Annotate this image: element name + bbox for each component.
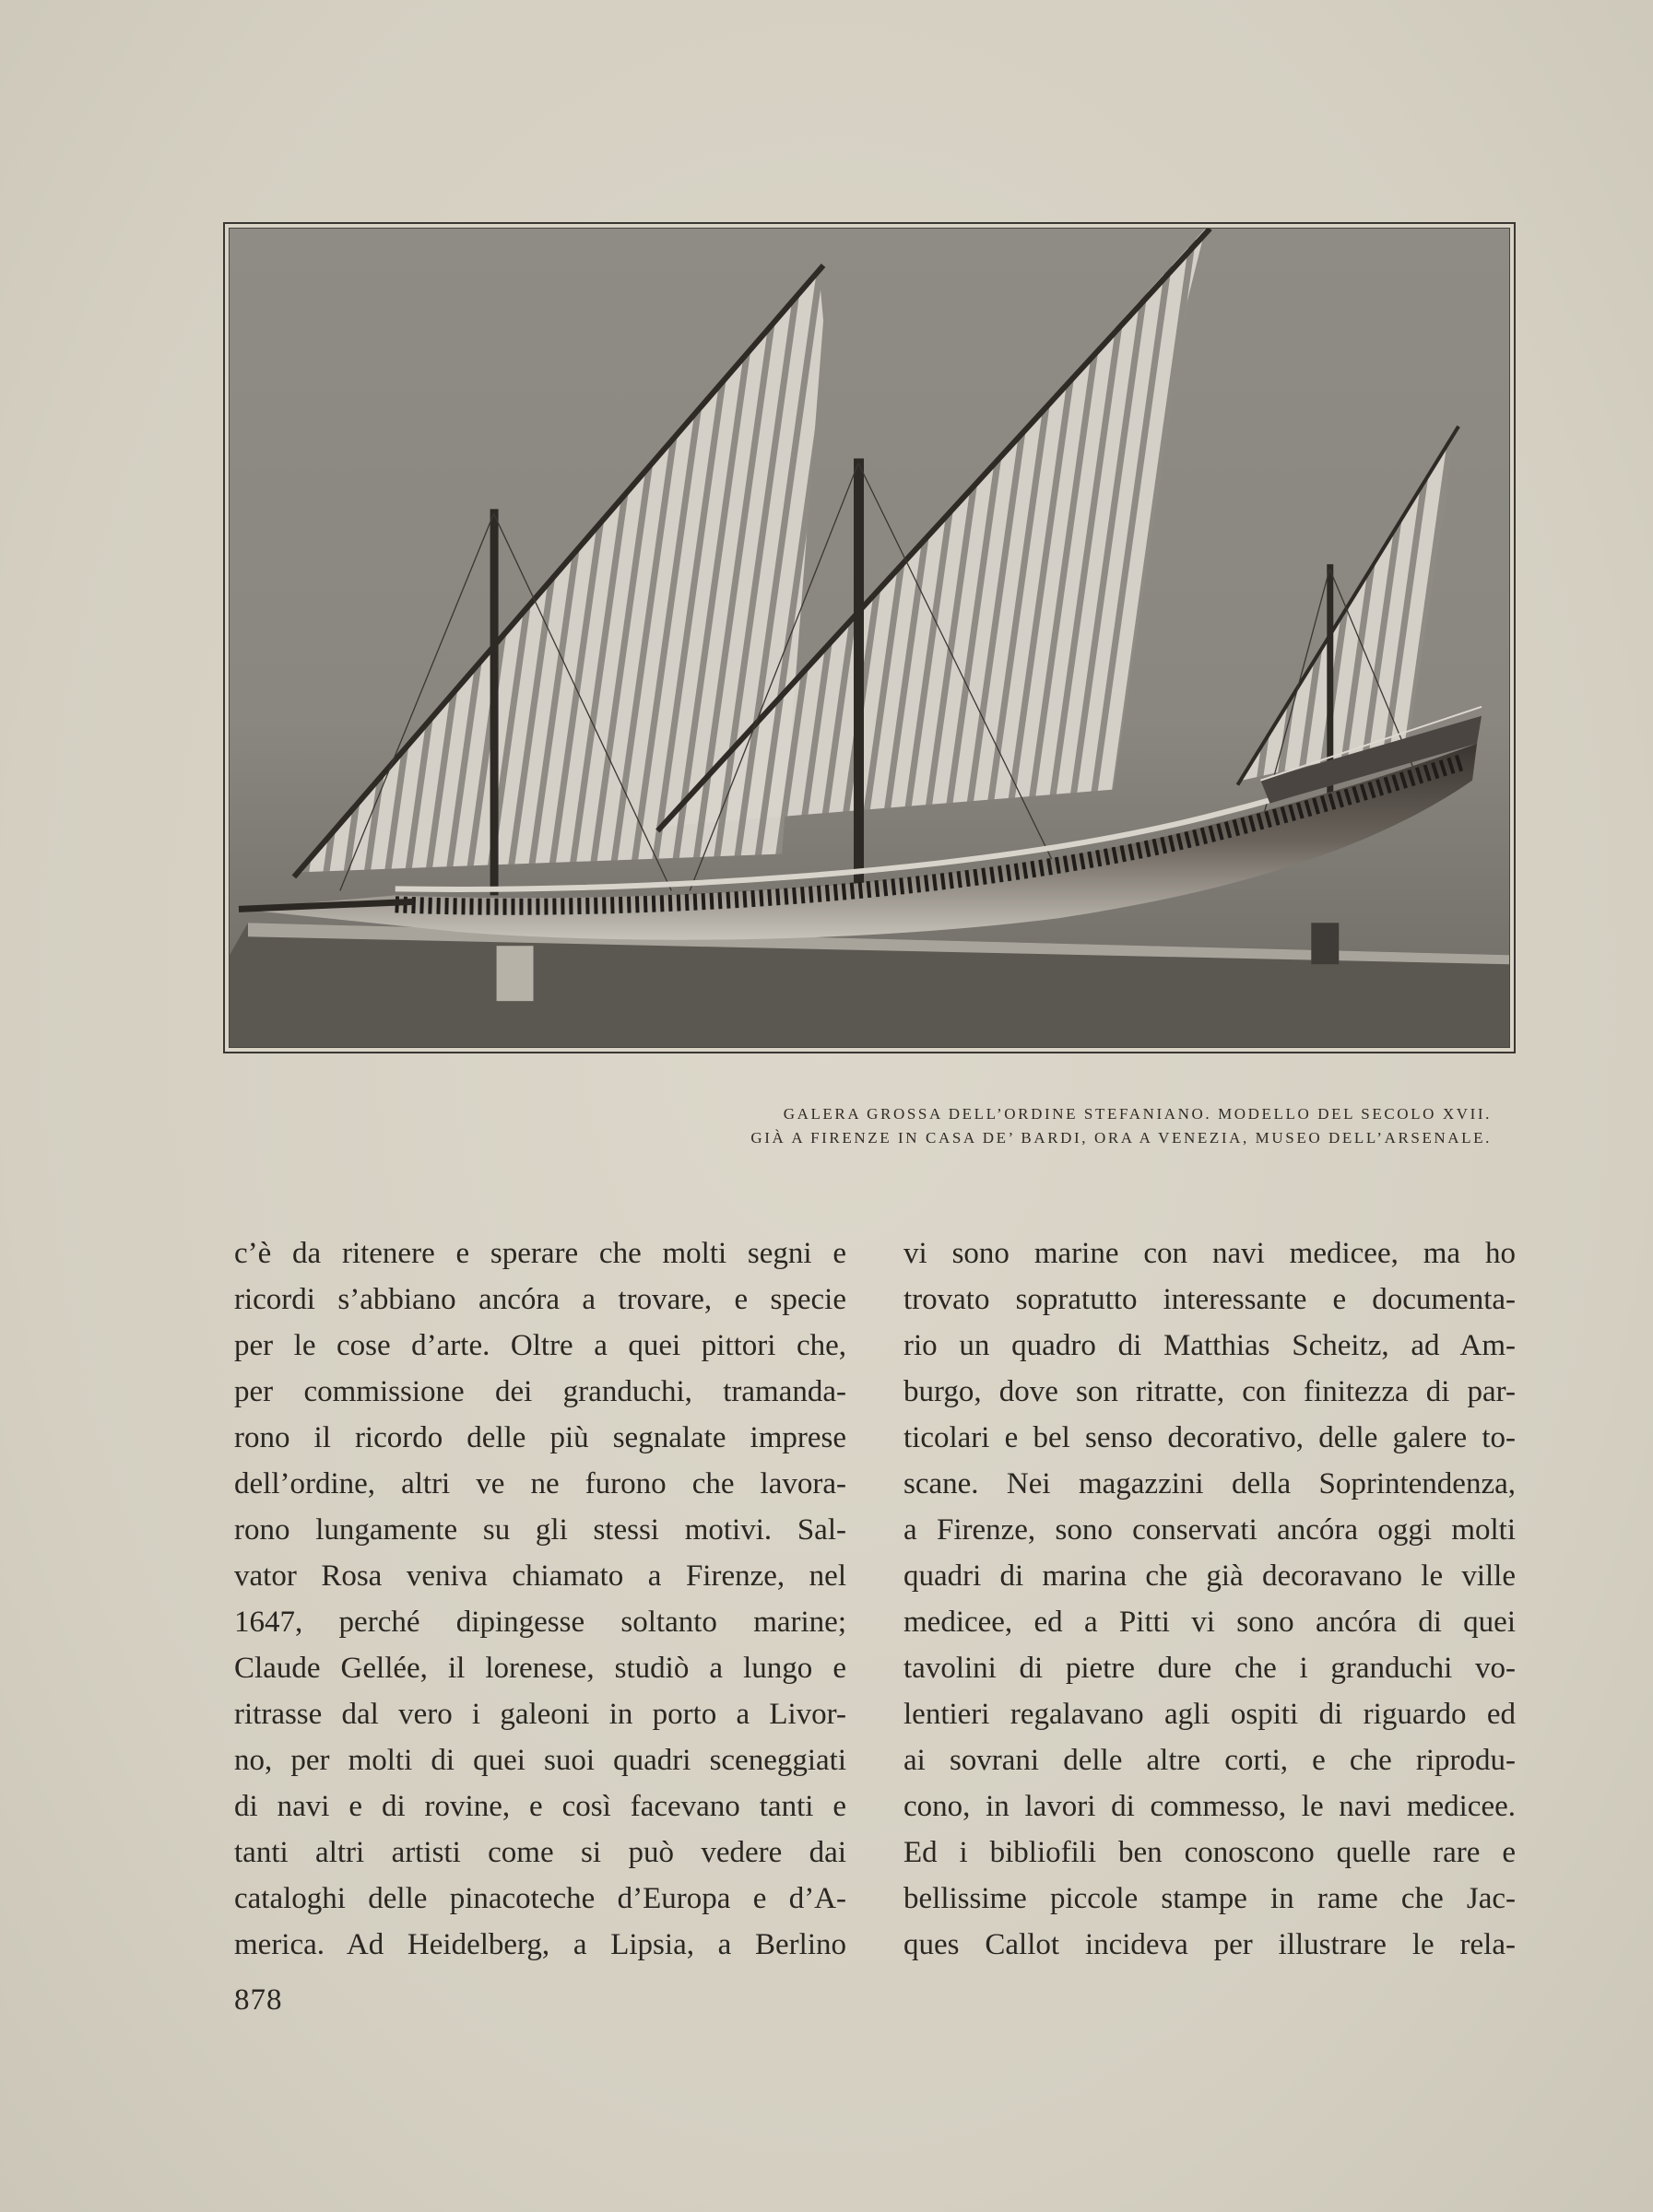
text-line: medicee, ed a Pitti vi sono ancóra di quei (903, 1606, 1516, 1639)
text-line: 1647, perché dipingesse soltanto marine; (234, 1606, 846, 1639)
text-line: rono lungamente su gli stessi motivi. Sal- (234, 1513, 846, 1547)
text-line: quadri di marina che già decoravano le ville (903, 1559, 1516, 1593)
text-line: bellissime piccole stampe in rame che Jac- (903, 1882, 1516, 1915)
text-line: ritrasse dal vero i galeoni in porto a Livor- (234, 1698, 846, 1731)
caption-line: GALERA GROSSA DELL’ORDINE STEFANIANO. MODELLO DEL SECOLO XVII. (783, 1105, 1492, 1123)
text-line: per le cose d’arte. Oltre a quei pittori che, (234, 1329, 846, 1362)
text-line: Claude Gellée, il lorenese, studiò a lungo e (234, 1652, 846, 1685)
text-line: rono il ricordo delle più segnalate imprese (234, 1421, 846, 1454)
text-line: dell’ordine, altri ve ne furono che lavora- (234, 1467, 846, 1500)
text-column-left (234, 1230, 846, 1968)
text-line: rio un quadro di Matthias Scheitz, ad Am- (903, 1329, 1516, 1362)
text-line: Ed i bibliofili ben conoscono quelle rare e (903, 1836, 1516, 1869)
text-line: scane. Nei magazzini della Soprintendenza, (903, 1467, 1516, 1500)
text-line: ricordi s’abbiano ancóra a trovare, e specie (234, 1283, 846, 1316)
text-line: ai sovrani delle altre corti, e che riprodu- (903, 1744, 1516, 1777)
text-line: lentieri regalavano agli ospiti di riguardo ed (903, 1698, 1516, 1731)
text-line: di navi e di rovine, e così facevano tanti e (234, 1790, 846, 1823)
text-line: vi sono marine con navi medicee, ma ho (903, 1237, 1516, 1270)
text-line: merica. Ad Heidelberg, a Lipsia, a Berlino (234, 1928, 846, 1961)
text-line: tavolini di pietre dure che i granduchi vo- (903, 1652, 1516, 1685)
galley-illustration (230, 229, 1509, 1047)
text-line: vator Rosa veniva chiamato a Firenze, nel (234, 1559, 846, 1593)
text-line: ques Callot incideva per illustrare le rela- (903, 1928, 1516, 1961)
text-line: ticolari e bel senso decorativo, delle galere to- (903, 1421, 1516, 1454)
figure-caption (223, 1102, 1492, 1150)
photo-plate (223, 222, 1516, 1053)
text-column-right (903, 1230, 1516, 1968)
text-line: c’è da ritenere e sperare che molti segni e (234, 1237, 846, 1270)
page-number: 878 (234, 1983, 283, 2017)
ship-model-photo (229, 228, 1510, 1048)
caption-line: GIÀ A FIRENZE IN CASA DE’ BARDI, ORA A VENEZIA, MUSEO DELL’ARSENALE. (750, 1129, 1492, 1147)
text-line: cataloghi delle pinacoteche d’Europa e d’A- (234, 1882, 846, 1915)
text-line: burgo, dove son ritratte, con finitezza di par- (903, 1375, 1516, 1408)
text-line: a Firenze, sono conservati ancóra oggi molti (903, 1513, 1516, 1547)
text-line: per commissione dei granduchi, tramanda- (234, 1375, 846, 1408)
text-line: trovato sopratutto interessante e documenta- (903, 1283, 1516, 1316)
text-line: tanti altri artisti come si può vedere dai (234, 1836, 846, 1869)
text-line: cono, in lavori di commesso, le navi medicee. (903, 1790, 1516, 1823)
text-line: no, per molti di quei suoi quadri sceneggiati (234, 1744, 846, 1777)
